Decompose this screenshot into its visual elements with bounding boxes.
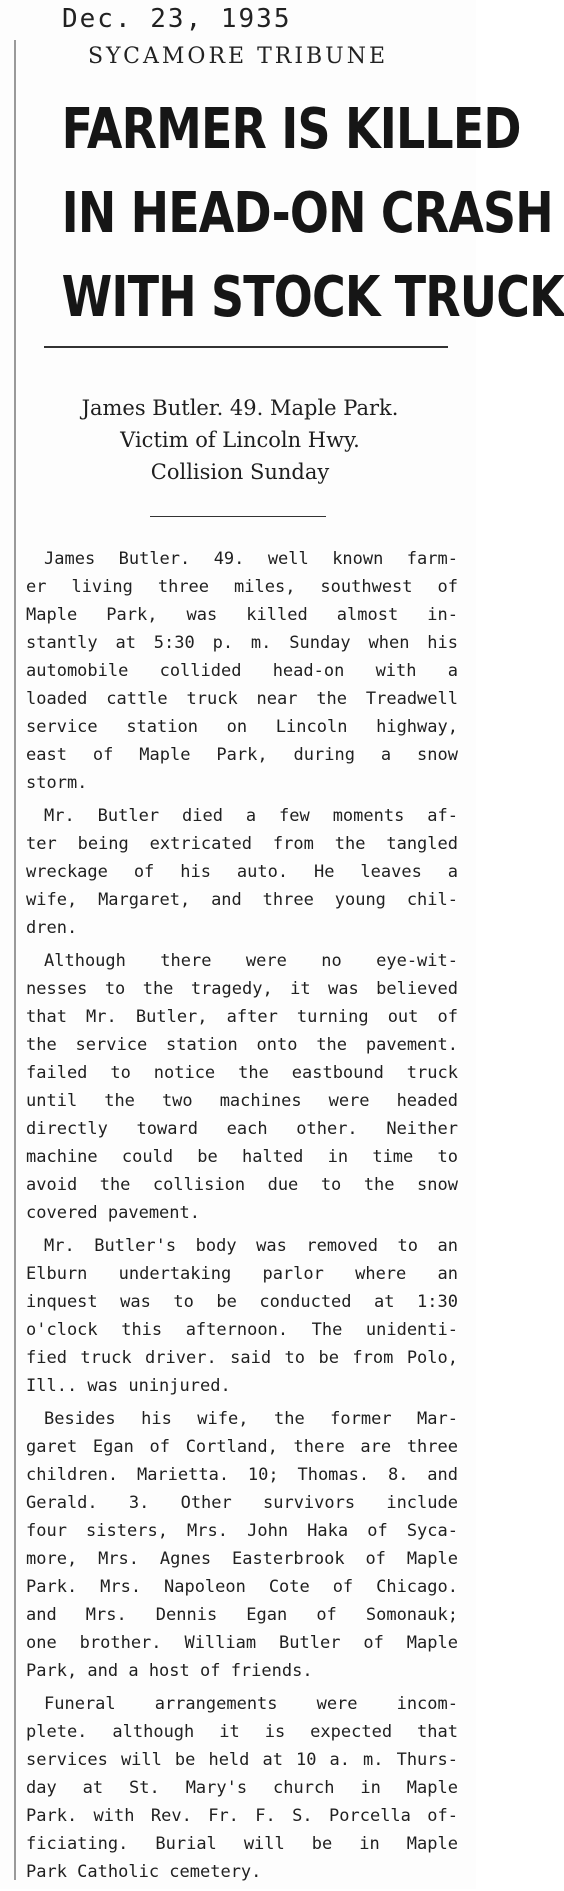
article-line: service station on Lincoln highway, [26, 717, 458, 737]
clipping-edge [14, 40, 16, 1880]
article-line: failed to notice the eastbound truck [26, 1063, 458, 1083]
article-paragraph [26, 802, 458, 942]
article-paragraph [26, 947, 458, 1227]
article-line: more, Mrs. Agnes Easterbrook of Maple [26, 1549, 458, 1569]
subhead-line: Victim of Lincoln Hwy. [120, 428, 360, 452]
article-line: Ill.. was uninjured. [26, 1376, 231, 1396]
newspaper-name: SYCAMORE TRIBUNE [87, 44, 389, 69]
article-line: loaded cattle truck near the Treadwell [26, 689, 458, 709]
headline [61, 88, 564, 340]
headline-line: IN HEAD-ON CRASH [61, 181, 553, 246]
divider-rule [150, 516, 326, 517]
article-line: four sisters, Mrs. John Haka of Syca- [26, 1521, 458, 1541]
subheadline [20, 392, 460, 488]
article-line: automobile collided head-on with a [26, 661, 458, 681]
article-line: Park Catholic cemetery. [26, 1862, 262, 1882]
article-line: one brother. William Butler of Maple [26, 1633, 458, 1653]
article-line: avoid the collision due to the snow [26, 1175, 458, 1195]
article-line: the service station onto the pavement. [26, 1035, 458, 1055]
article-paragraph [26, 1405, 458, 1685]
article-line: James Butler. 49. well known farm- [44, 549, 458, 569]
article-line: wife, Margaret, and three young chil- [26, 890, 458, 910]
article-line: ficiating. Burial will be in Maple [26, 1834, 458, 1854]
headline-line: WITH STOCK TRUCK [61, 265, 564, 330]
article-paragraph [26, 1232, 458, 1400]
article-line: Mr. Butler's body was removed to an [44, 1236, 458, 1256]
article-line: covered pavement. [26, 1203, 200, 1223]
article-line: Besides his wife, the former Mar- [44, 1409, 458, 1429]
article-line: Park, and a host of friends. [26, 1661, 313, 1681]
article-line: directly toward each other. Neither [26, 1119, 458, 1139]
article-line: Park. with Rev. Fr. F. S. Porcella of- [26, 1806, 458, 1826]
subhead-line: Collision Sunday [150, 460, 330, 484]
article-line: until the two machines were headed [26, 1091, 458, 1111]
clipping-date: Dec. 23, 1935 [62, 4, 292, 34]
article-line: that Mr. Butler, after turning out of [26, 1007, 458, 1027]
headline-line: FARMER IS KILLED [61, 97, 521, 162]
article-line: stantly at 5:30 p. m. Sunday when his [26, 633, 458, 653]
article-line: wreckage of his auto. He leaves a [26, 862, 458, 882]
article-line: Maple Park, was killed almost in- [26, 605, 458, 625]
article-paragraph [26, 545, 458, 797]
article-line: services will be held at 10 a. m. Thurs- [26, 1750, 458, 1770]
article-line: fied truck driver. said to be from Polo, [26, 1348, 458, 1368]
article-line: Gerald. 3. Other survivors include [26, 1493, 458, 1513]
article-line: ter being extricated from the tangled [26, 834, 458, 854]
article-line: machine could be halted in time to [26, 1147, 458, 1167]
divider-rule [44, 346, 448, 348]
article-line: Park. Mrs. Napoleon Cote of Chicago. [26, 1577, 458, 1597]
article-line: Although there were no eye-wit- [44, 951, 458, 971]
article-line: garet Egan of Cortland, there are three [26, 1437, 458, 1457]
article-line: dren. [26, 918, 78, 938]
article-line: Mr. Butler died a few moments af- [44, 806, 458, 826]
article-line: o'clock this afternoon. The unidenti- [26, 1320, 458, 1340]
article-line: day at St. Mary's church in Maple [26, 1778, 458, 1798]
article-line: inquest was to be conducted at 1:30 [26, 1292, 458, 1312]
article-line: Elburn undertaking parlor where an [26, 1264, 458, 1284]
article-line: and Mrs. Dennis Egan of Somonauk; [26, 1605, 458, 1625]
article-line: er living three miles, southwest of [26, 577, 458, 597]
article-line: east of Maple Park, during a snow [26, 745, 458, 765]
article-line: children. Marietta. 10; Thomas. 8. and [26, 1465, 458, 1485]
article-body [26, 545, 458, 1891]
article-paragraph [26, 1690, 458, 1886]
article-line: Funeral arrangements were incom- [44, 1694, 458, 1714]
article-line: storm. [26, 773, 88, 793]
subhead-line: James Butler. 49. Maple Park. [81, 396, 399, 420]
article-line: plete. although it is expected that [26, 1722, 458, 1742]
article-line: nesses to the tragedy, it was believed [26, 979, 458, 999]
